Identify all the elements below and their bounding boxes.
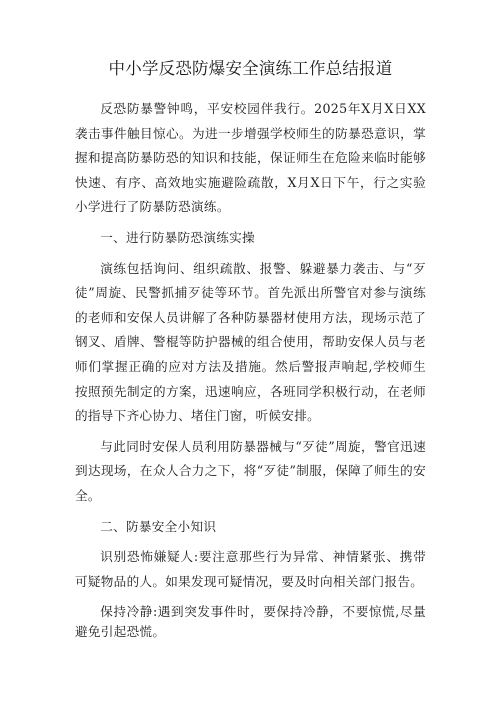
section-2-heading: 二、防暴安全小知识: [100, 518, 217, 534]
section-1-paragraph-2: 与此同时安保人员利用防暴器械与“歹徒”周旋，警官迅速到达现场，在众人合力之下，将“歹徒”制服，保障了师生的安全。: [75, 438, 426, 503]
section-1-heading: 一、进行防暴防恐演练实操: [100, 229, 255, 245]
section-2-paragraph-1: 识别恐怖嫌疑人:要注意那些行为异常、神情紧张、携带可疑物品的人。如果发现可疑情况，要及时向相关部门报告。: [75, 549, 426, 589]
section-2-paragraph-2: 保持冷静:遇到突发事件时，要保持冷静，不要惊慌,尽量避免引起恐慌。: [75, 604, 426, 640]
intro-paragraph: 反恐防暴警钟鸣，平安校园伴我行。2025年X月X日XX袭击事件触目惊心。为进一步增强学校师生的防暴恐意识，掌握和提高防暴防恐的知识和技能，保证师生在危险来临时能够快速、有序、高效地实施避险疏散，X月X日下午，行之实验小学进行了防暴防恐演练。: [75, 101, 426, 215]
section-1-paragraph-1: 演练包括询问、组织疏散、报警、躲避暴力袭击、与“歹徒”周旋、民警抓捕歹徒等环节。首先派出所警官对参与演练的老师和安保人员讲解了各种防暴器材使用方法，现场示范了钢叉、盾牌、警棍等防护器械的组合使用，帮助安保人员与老师们掌握正确的应对方法及措施。然后警报声响起,学校师生按照预先制定的方案，迅速响应，各班同学积极行动，在老师的指导下齐心协力、堵住门窗，听候安排。: [75, 260, 426, 424]
document-title: 中小学反恐防爆安全演练工作总结报道: [108, 59, 393, 78]
